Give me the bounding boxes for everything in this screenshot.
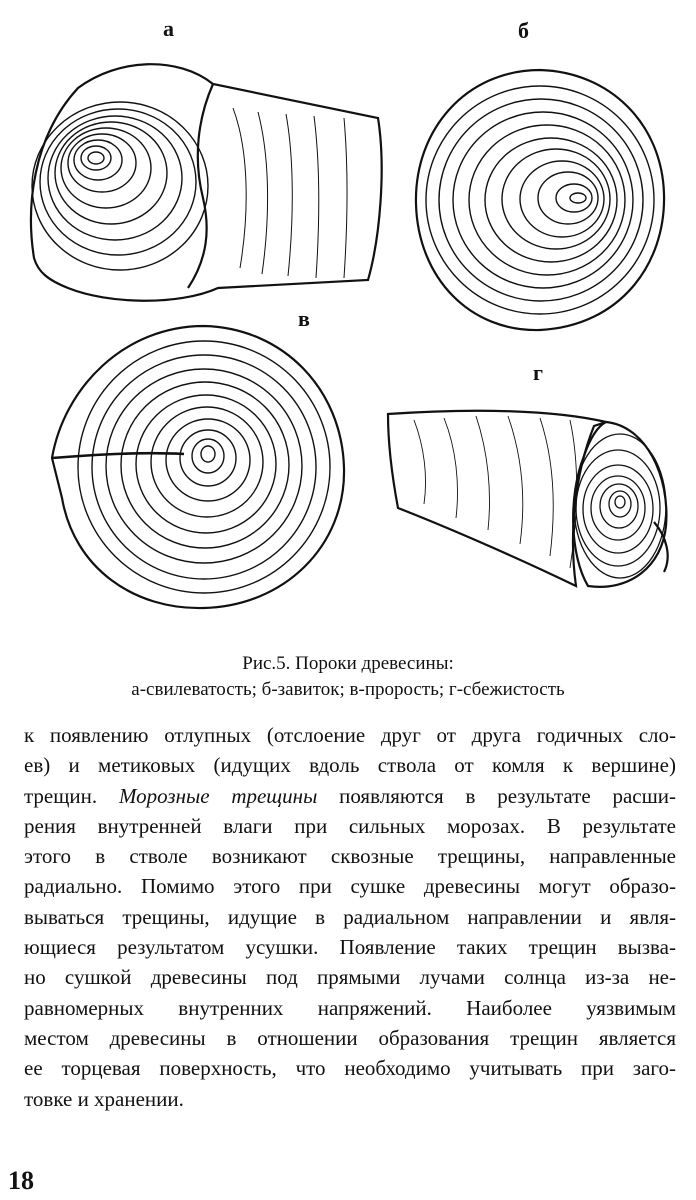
text-line: вываться трещины, идущие в радиальном направлении и явля- bbox=[24, 904, 676, 929]
text-line: рения внутренней влаги при сильных морозах. В результате bbox=[24, 813, 676, 838]
figure-label-a: а bbox=[163, 16, 174, 41]
page-number: 18 bbox=[8, 1166, 34, 1195]
drawing-g-tapered-log bbox=[384, 396, 680, 610]
text-line: ющиеся результатом усушки. Появление таких трещин вызва- bbox=[24, 935, 676, 960]
drawing-a-log-cross-section bbox=[18, 48, 390, 310]
text-line: к появлению отлупных (отслоение друг от друга годичных сло- bbox=[24, 723, 676, 747]
text-line: этого в стволе возникают сквозные трещины, направленные bbox=[24, 844, 676, 869]
text-line bbox=[24, 781, 676, 811]
text-line: ее торцевая поверхность, что необходимо учитывать при заго- bbox=[24, 1056, 676, 1081]
text-line: местом древесины в отношении образования трещин является bbox=[24, 1025, 676, 1050]
text-fragment: появляются в результате расши- bbox=[339, 783, 676, 808]
text-line: но сушкой древесины под прямыми лучами солнца из-за не- bbox=[24, 965, 676, 990]
italic-term: Морозные трещины bbox=[118, 783, 318, 808]
text-line: ев) и метиковых (идущих вдоль ствола от комля к вершине) bbox=[24, 753, 676, 778]
text-fragment: трещин. bbox=[24, 783, 98, 808]
figure-caption-title: Рис.5. Пороки древесины: bbox=[242, 653, 454, 674]
figure-caption-legend: а-свилеватость; б-завиток; в-прорость; г-сбежистость bbox=[131, 679, 565, 700]
figure-label-b: б bbox=[518, 18, 529, 43]
text-line: равномерных внутренних напряжений. Наиболее уязвимым bbox=[24, 995, 676, 1020]
figure-label-g: г bbox=[533, 360, 543, 385]
drawing-b-round-cross-section bbox=[410, 64, 672, 336]
body-paragraph bbox=[24, 720, 676, 1114]
text-line: товке и хранении. bbox=[24, 1086, 184, 1111]
drawing-v-cross-section-with-crack bbox=[44, 318, 350, 614]
figure-label-v: в bbox=[298, 306, 310, 331]
text-line: радиально. Помимо этого при сушке древесины могут образо- bbox=[24, 874, 676, 899]
